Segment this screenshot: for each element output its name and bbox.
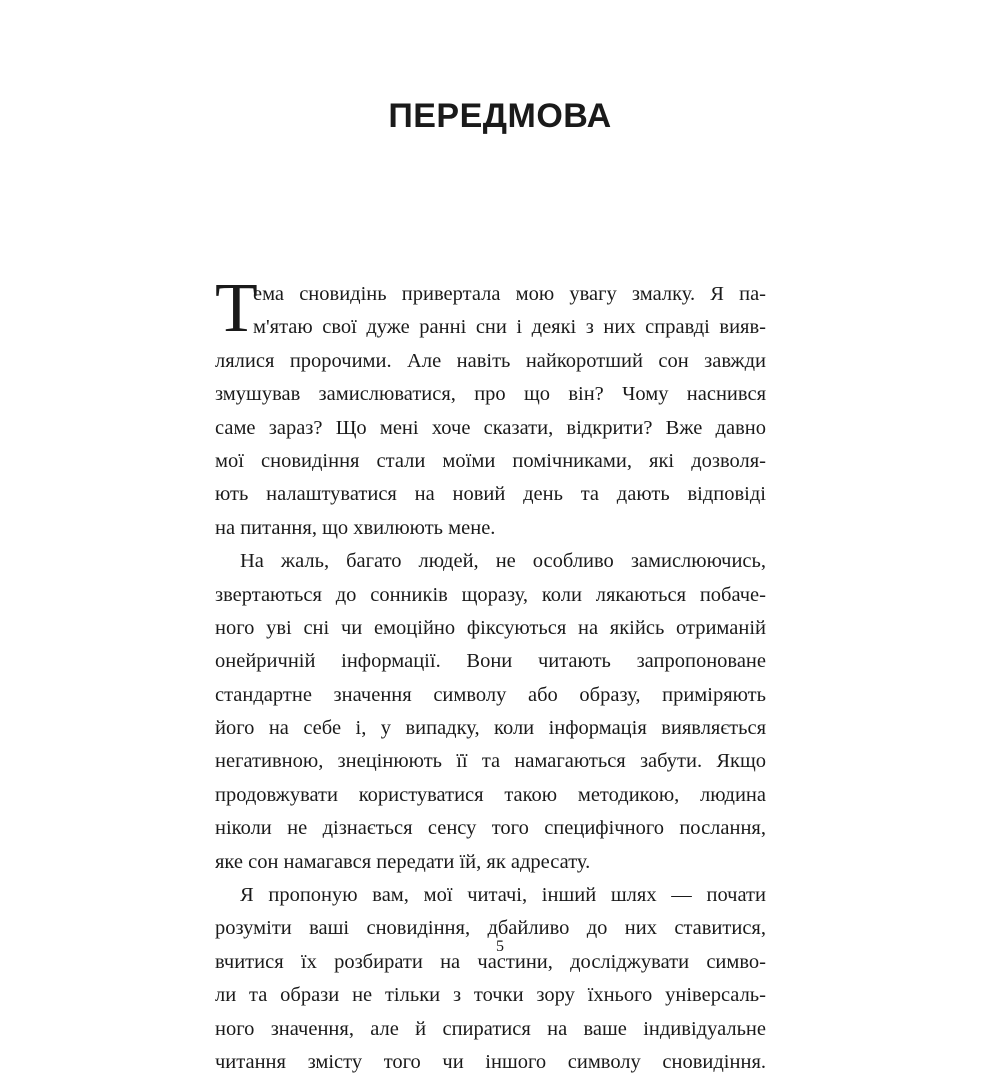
text-line: стандартне значення символу або образу, приміряють bbox=[215, 683, 766, 706]
text-line: саме зараз? Що мені хоче сказати, відкрити? Вже давно bbox=[215, 416, 766, 439]
text-line: ли та образи не тільки з точки зору їхнього універсаль- bbox=[215, 984, 766, 1007]
text-line: На жаль, багато людей, не особливо замислюючись, bbox=[240, 550, 766, 573]
text-line: ного значення, але й спиратися на ваше індивідуальне bbox=[215, 1017, 766, 1040]
text-line: ють налаштуватися на новий день та дають відповіді bbox=[215, 483, 766, 506]
text-line: його на себе і, у випадку, коли інформація виявляється bbox=[215, 717, 766, 740]
text-line: змушував замислюватися, про що він? Чому наснився bbox=[215, 383, 766, 406]
text-line: розуміти ваші сновидіння, дбайливо до них ставитися, bbox=[215, 917, 766, 940]
text-line: вчитися їх розбирати на частини, досліджувати симво- bbox=[215, 950, 766, 973]
text-line: читання змісту того чи іншого символу сновидіння. bbox=[215, 1050, 766, 1073]
text-line: ніколи не дізнається сенсу того специфічного послання, bbox=[215, 817, 766, 840]
text-line: звертаються до сонників щоразу, коли лякаються побаче- bbox=[215, 583, 766, 606]
text-line: лялися пророчими. Але навіть найкоротший сон завжди bbox=[215, 349, 766, 372]
text-line: негативною, знецінюють її та намагаються забути. Якщо bbox=[215, 750, 766, 773]
text-line: на питання, що хвилюють мене. bbox=[215, 516, 496, 539]
text-line: яке сон намагався передати їй, як адресату. bbox=[215, 850, 591, 873]
text-line: мої сновидіння стали моїми помічниками, які дозволя- bbox=[215, 449, 766, 472]
text-line: ема сновидінь привертала мою увагу змалку. Я па- bbox=[253, 283, 766, 305]
text-line: ного уві сні чи емоційно фіксуються на якійсь отриманій bbox=[215, 616, 766, 639]
body-text bbox=[215, 270, 766, 1079]
chapter-title: ПЕРЕДМОВА bbox=[388, 97, 612, 135]
text-line: продовжувати користуватися такою методикою, людина bbox=[215, 783, 766, 806]
text-line: Я пропоную вам, мої читачі, інший шлях — почати bbox=[240, 884, 766, 907]
page-number: 5 bbox=[496, 938, 504, 955]
text-line: онейричній інформації. Вони читають запропоноване bbox=[215, 650, 766, 673]
text-line: м'ятаю свої дуже ранні сни і деякі з них справді вияв- bbox=[253, 316, 766, 339]
drop-cap: Т bbox=[215, 270, 258, 347]
